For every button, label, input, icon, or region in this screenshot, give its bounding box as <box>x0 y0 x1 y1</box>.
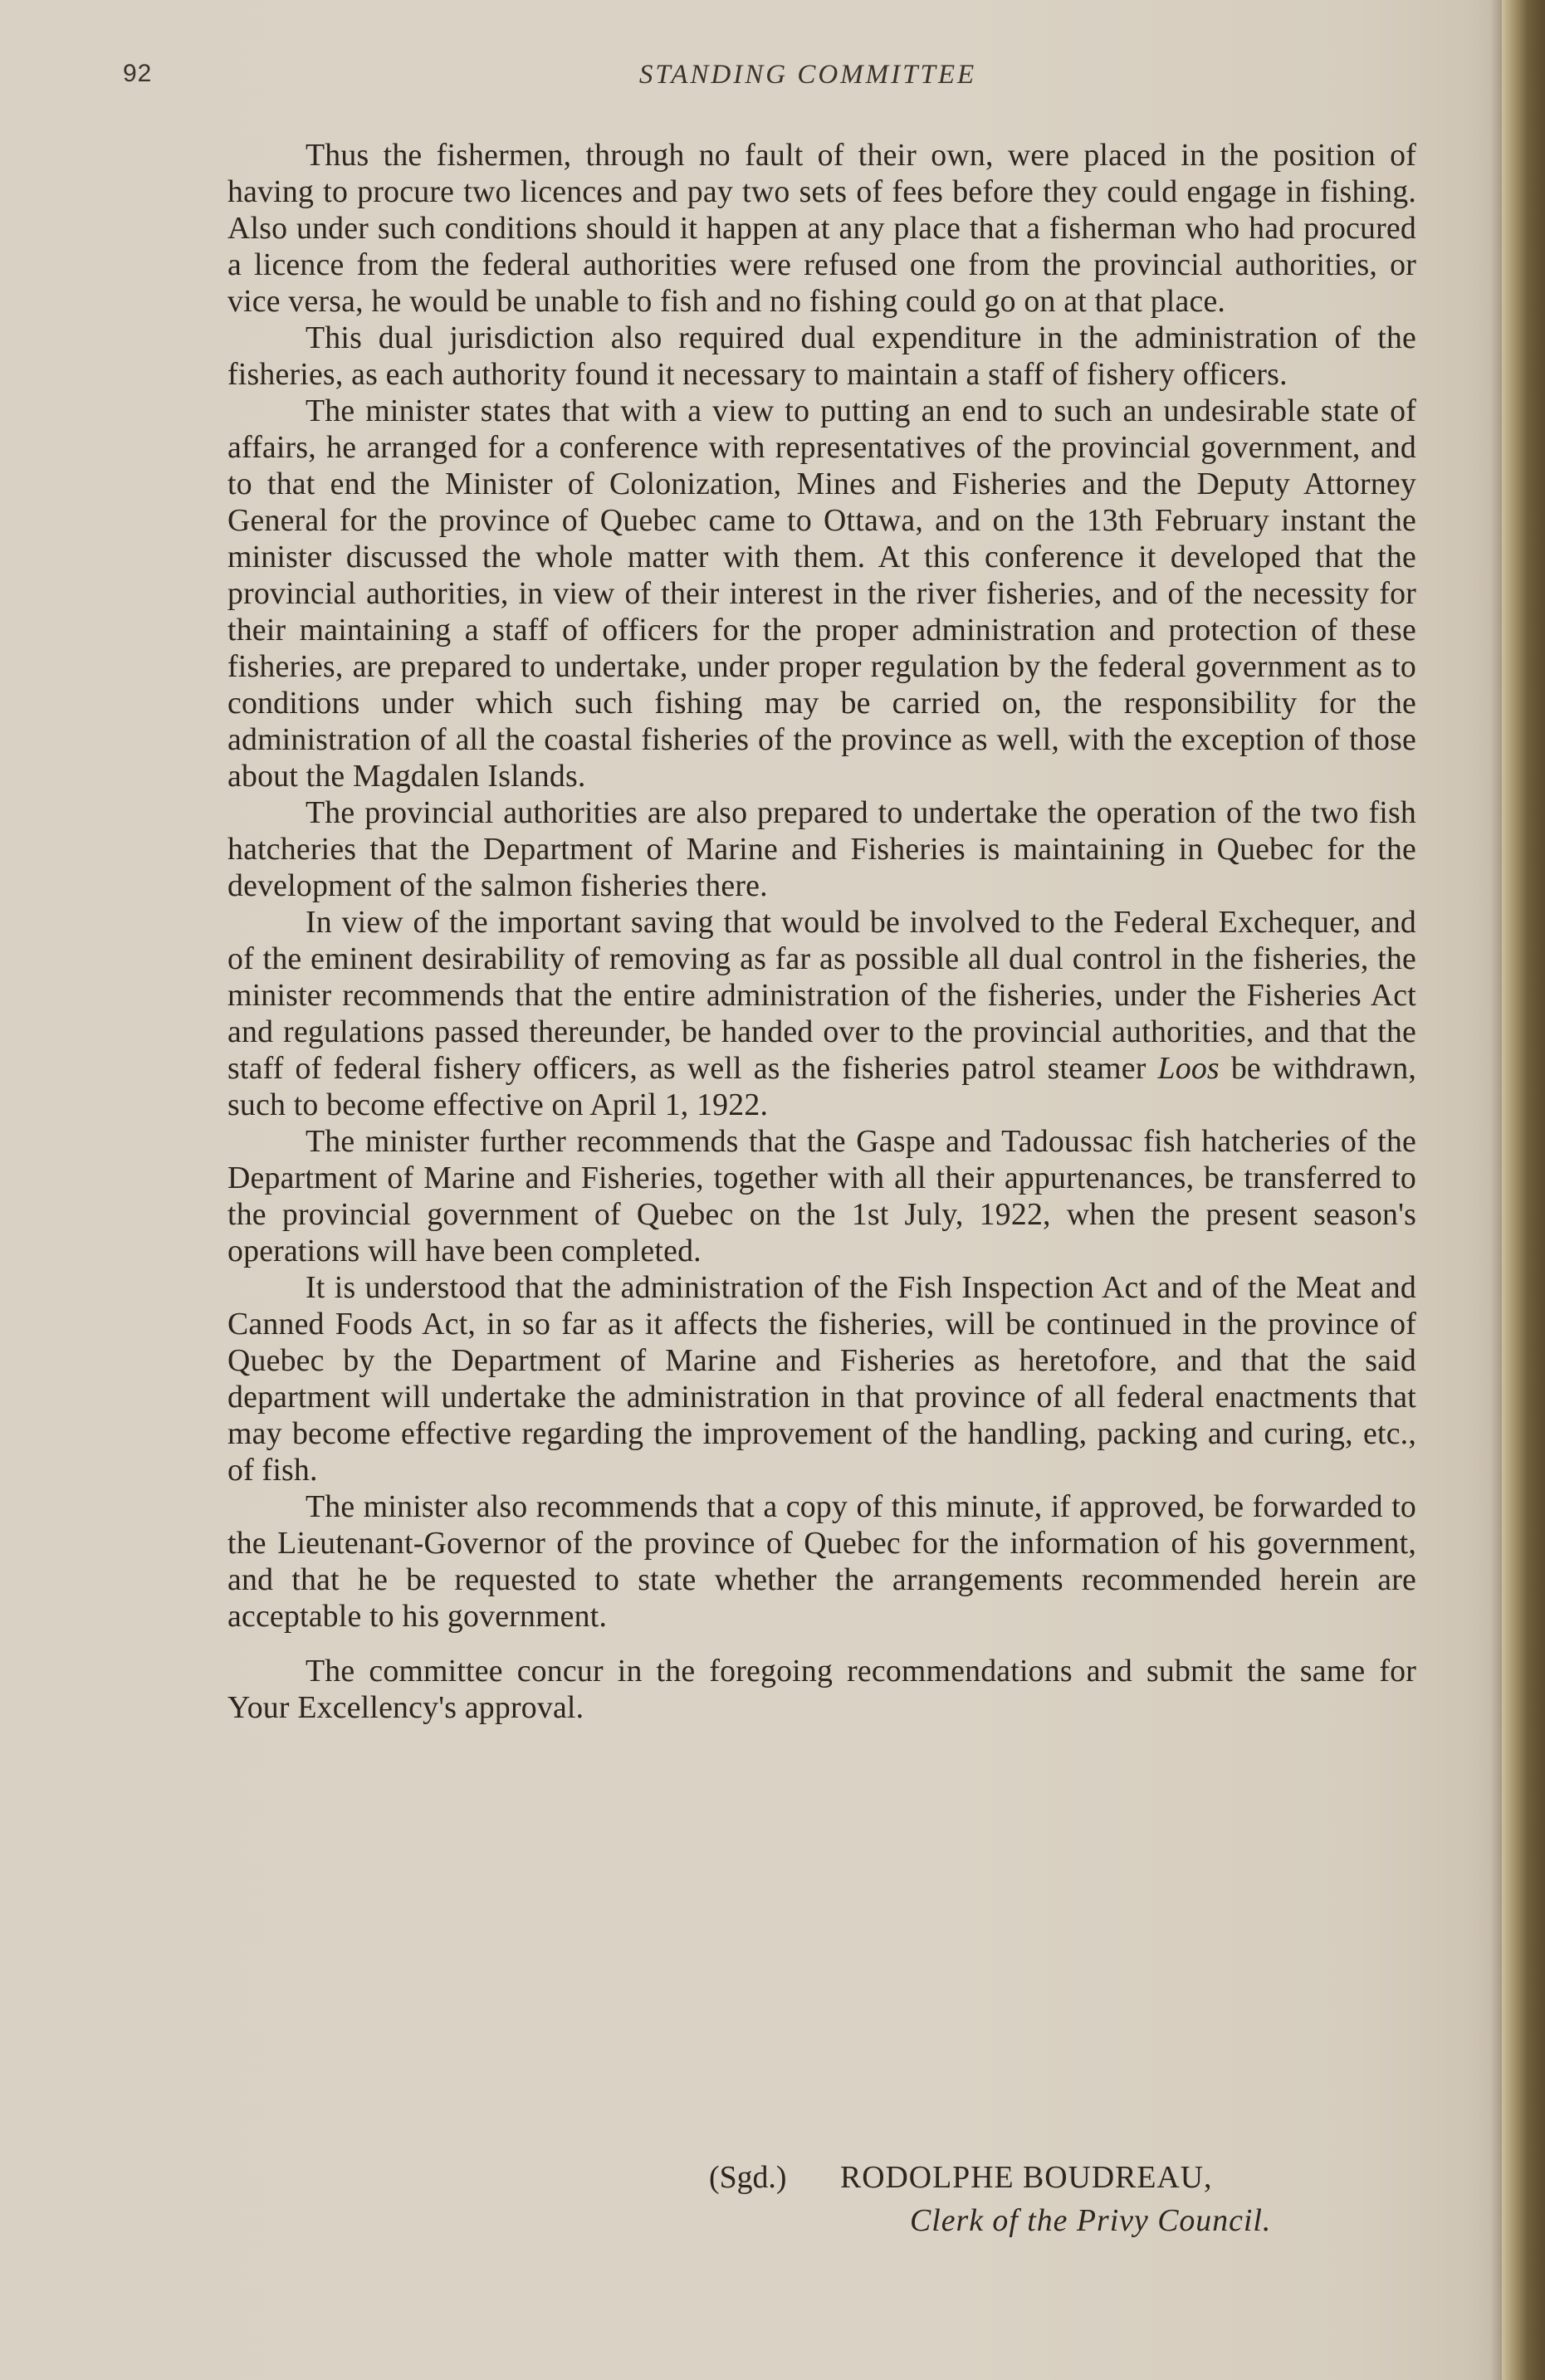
signed-marker: (Sgd.) <box>709 2160 787 2195</box>
book-edge <box>1502 0 1545 2380</box>
page-number: 92 <box>123 60 153 87</box>
running-head: STANDING COMMITTEE <box>638 60 977 90</box>
paragraph-2: This dual jurisdiction also required dual expenditure in the administration of the fisheries, as each authority found it necessary to maintain a staff of fishery officers. <box>227 320 1416 392</box>
signatory-title: Clerk of the Privy Council. <box>910 2203 1272 2238</box>
signature-block <box>227 2157 1416 2243</box>
page-header <box>123 60 1418 101</box>
paragraph-1: Thus the fishermen, through no fault of their own, were placed in the position of having to procure two licences and pay two sets of fees before they could engage in fishing. Also under such conditions should it happen at any place that a fisherman who had procured a licence from the federal authorities were refused one from the provincial authorities, or vice versa, he would be unable to fish and no fishing could go on at that place. <box>227 138 1416 319</box>
paragraph-9: The committee concur in the foregoing recommendations and submit the same for Your Excellency's approval. <box>227 1654 1416 1725</box>
steamer-name: Loos <box>1157 1051 1220 1086</box>
paragraph-8: The minister also recommends that a copy of this minute, if approved, be forwarded to the Lieutenant-Governor of the province of Quebec for the information of his government, and that he be requested to state whether the arrangements recommended herein are acceptable to his government. <box>227 1489 1416 1634</box>
paragraph-5: In view of the important saving that would be involved to the Federal Exchequer, and of the eminent desirability of removing as far as possible all dual control in the fisheries, the minister recommends that the entire administration of the fisheries, under the Fisheries Act and regulations passed thereunder, be handed over to the provincial authorities, and that the staff of federal fishery officers, as well as the fisheries patrol steamer Loos be withdrawn, such to become effective on April 1, 1922. <box>227 905 1416 1122</box>
signatory-name: RODOLPHE BOUDREAU, <box>840 2160 1213 2195</box>
page-gutter-shadow <box>1490 0 1502 2380</box>
paragraph-7: It is understood that the administration of the Fish Inspection Act and of the Meat and Canned Foods Act, in so far as it affects the fisheries, will be continued in the province of Quebec by the Department of Marine and Fisheries as heretofore, and that the said department will undertake the administration in that province of all federal enactments that may become effective regarding the improvement of the handling, packing and curing, etc., of fish. <box>227 1270 1416 1488</box>
paragraph-4: The provincial authorities are also prepared to undertake the operation of the two fish hatcheries that the Department of Marine and Fisheries is maintaining in Quebec for the development of the salmon fisheries there. <box>227 795 1416 903</box>
body-text <box>227 137 1416 1726</box>
paragraph-6: The minister further recommends that the Gaspe and Tadoussac fish hatcheries of the Department of Marine and Fisheries, together with all their appurtenances, be transferred to the provincial government of Quebec on the 1st July, 1922, when the present season's operations will have been completed. <box>227 1124 1416 1268</box>
paragraph-3: The minister states that with a view to putting an end to such an undesirable state of affairs, he arranged for a conference with representatives of the provincial government, and to that end the Minister of Colonization, Mines and Fisheries and the Deputy Attorney General for the province of Quebec came to Ottawa, and on the 13th February instant the minister discussed the whole matter with them. At this conference it developed that the provincial authorities, in view of their interest in the river fisheries, and of the necessity for their maintaining a staff of officers for the proper administration and protection of these fisheries, are prepared to undertake, under proper regulation by the federal government as to conditions under which such fishing may be carried on, the responsibility for the administration of all the coastal fisheries of the province as well, with the exception of those about the Magdalen Islands. <box>227 393 1416 794</box>
